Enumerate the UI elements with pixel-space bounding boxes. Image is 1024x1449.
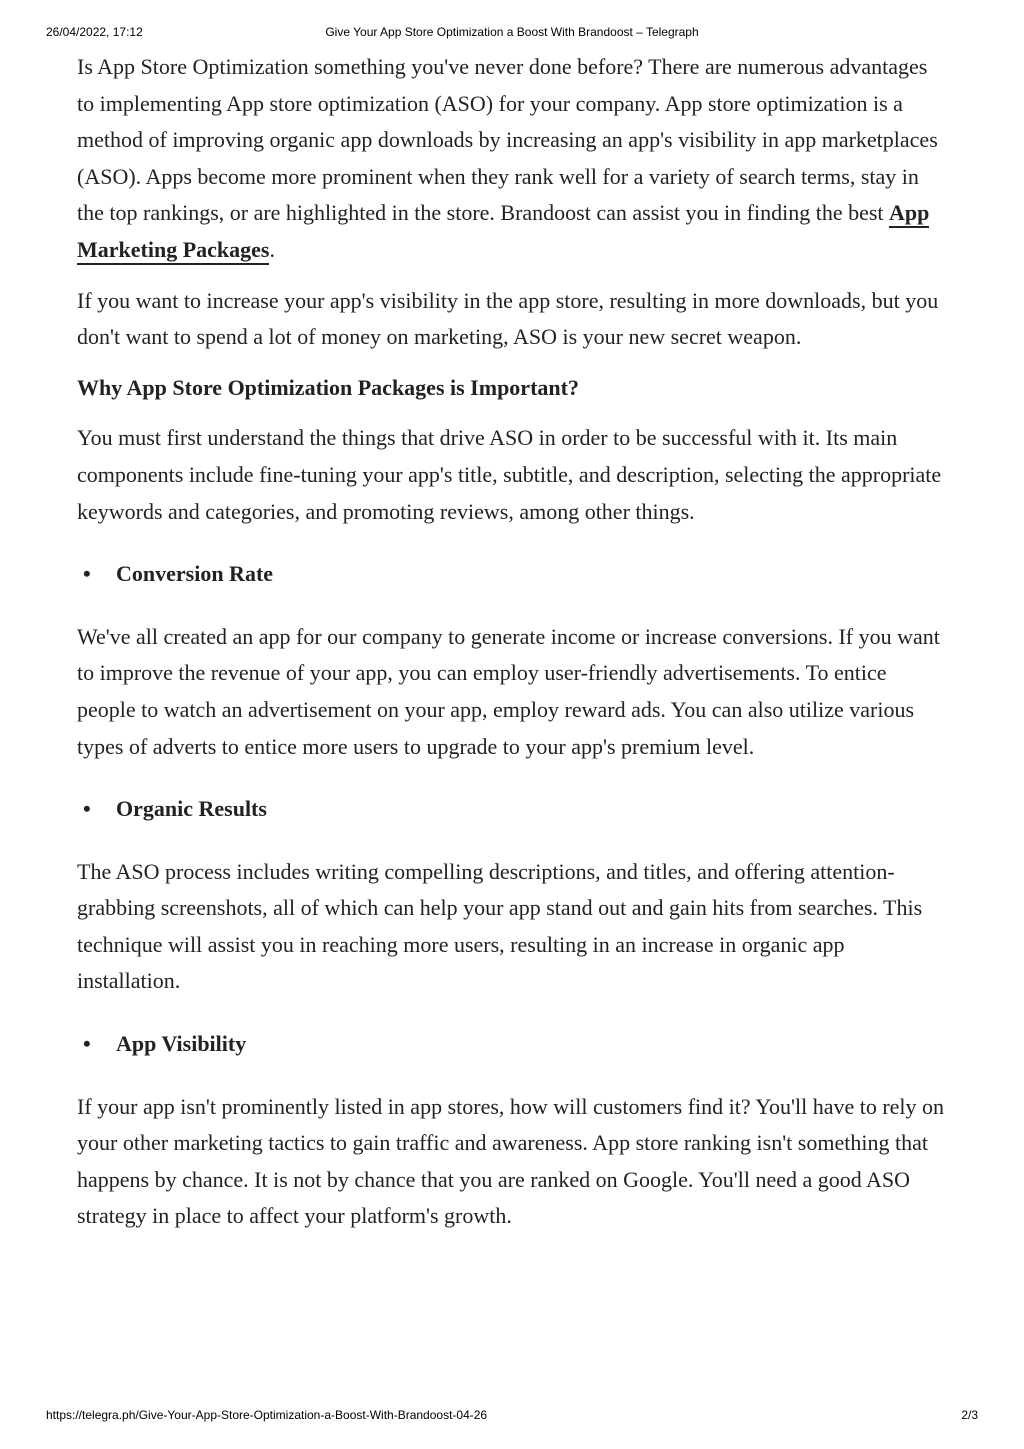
bullet-list-conversion: [77, 556, 949, 593]
print-page-title: Give Your App Store Optimization a Boost With Brandoost – Telegraph: [325, 25, 699, 39]
paragraph-intro-end: .: [269, 236, 275, 262]
list-item-conversion-rate: [77, 556, 949, 593]
paragraph-aso-components: You must first understand the things that drive ASO in order to be successful with it. Its main components include fine-tuning your app's title, subtitle, and description, selecting the appropriate keywords and categories, and promoting reviews, among other things.: [77, 425, 942, 524]
print-url: https://telegra.ph/Give-Your-App-Store-Optimization-a-Boost-With-Brandoost-04-26: [46, 1408, 488, 1422]
list-item-organic-results: [77, 791, 949, 828]
bullet-list-visibility: [77, 1026, 949, 1063]
bullet-icon: •: [83, 1031, 91, 1057]
page-number: 2/3: [961, 1408, 978, 1422]
paragraph-secret-weapon: If you want to increase your app's visibility in the app store, resulting in more downloads, but you don't want to spend a lot of money on marketing, ASO is your new secret weapon.: [77, 287, 939, 350]
paragraph-organic: The ASO process includes writing compelling descriptions, and titles, and offering attention-grabbing screenshots, all of which can help your app stand out and gain hits from searches. This technique will assist you in reaching more users, resulting in an increase in organic app installation.: [77, 858, 923, 994]
bullet-list-organic: [77, 791, 949, 828]
list-item-label: App Visibility: [116, 1031, 247, 1057]
paragraph-intro-text: Is App Store Optimization something you've never done before? There are numerous advantages to implementing App store optimization (ASO) for your company. App store optimization is a method of improving organic app downloads by increasing an app's visibility in app marketplaces (ASO). Apps become more prominent when they rank well for a variety of search terms, stay in the top rankings, or are highlighted in the store. Brandoost can assist you in finding the best: [77, 54, 938, 226]
list-item-label: Organic Results: [116, 796, 267, 822]
article-body: [77, 49, 949, 1249]
paragraph-visibility: If your app isn't prominently listed in app stores, how will customers find it? You'll have to rely on your other marketing tactics to gain traffic and awareness. App store ranking isn't something that happens by chance. It is not by chance that you are ranked on Google. You'll need a good ASO strategy in place to affect your platform's growth.: [77, 1093, 945, 1229]
paragraph-conversion: We've all created an app for our company to generate income or increase conversions. If you want to improve the revenue of your app, you can employ user-friendly advertisements. To entice people to watch an advertisement on your app, employ reward ads. You can also utilize various types of adverts to entice more users to upgrade to your app's premium level.: [77, 623, 940, 759]
bullet-icon: •: [83, 561, 91, 587]
app-marketing-packages-link[interactable]: App Marketing Packages: [77, 200, 929, 265]
print-header: [46, 25, 978, 41]
section-heading: Why App Store Optimization Packages is Important?: [77, 374, 579, 400]
print-footer: [46, 1408, 978, 1424]
print-datetime: 26/04/2022, 17:12: [46, 25, 143, 39]
paragraph-intro: [77, 49, 949, 269]
bullet-icon: •: [83, 796, 91, 822]
list-item-label: Conversion Rate: [116, 561, 274, 587]
list-item-app-visibility: [77, 1026, 949, 1063]
